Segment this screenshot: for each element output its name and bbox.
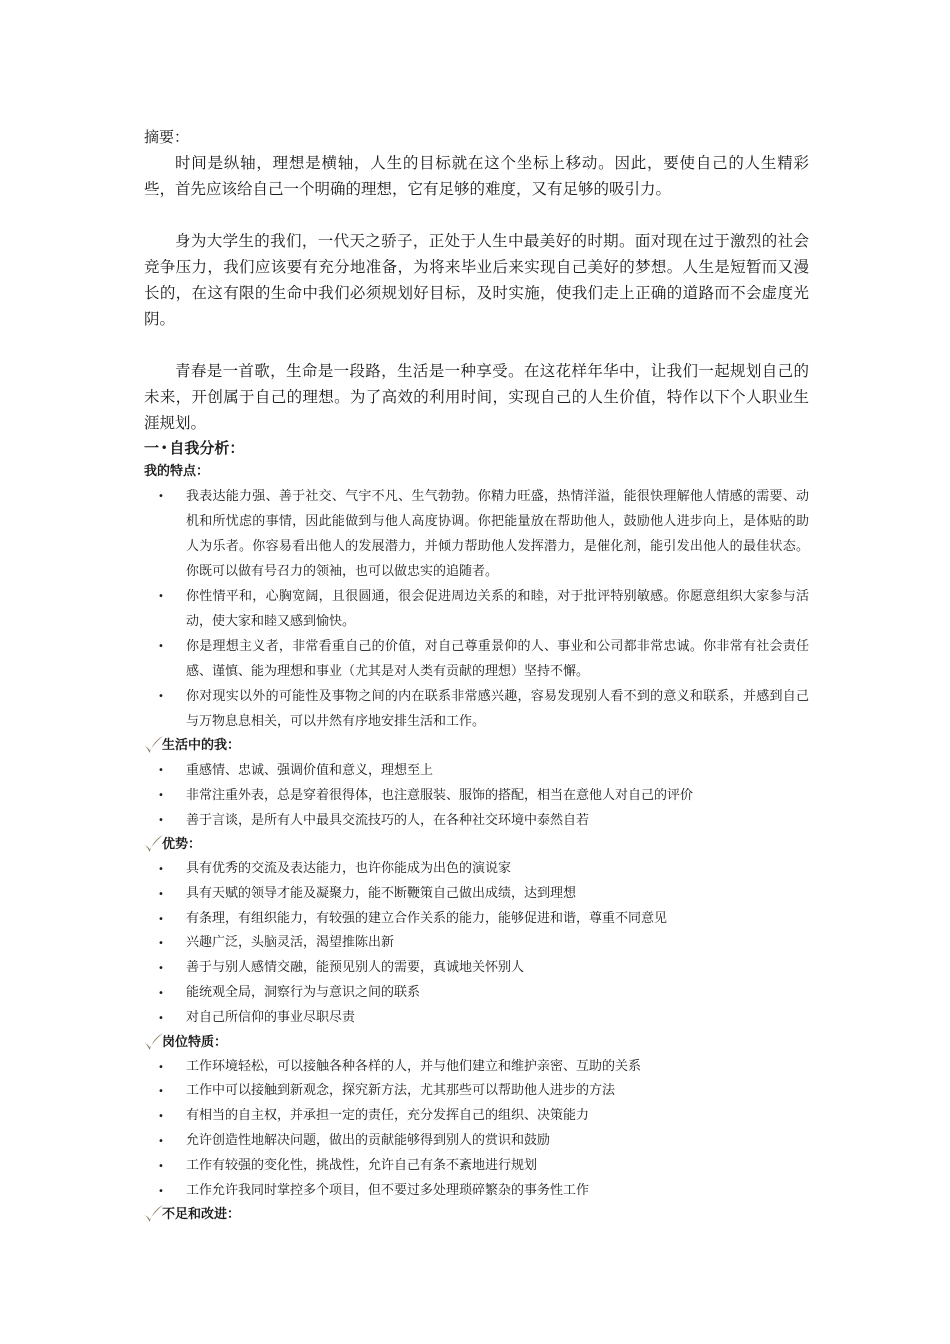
bullet-icon: • — [158, 913, 164, 925]
abstract-paragraph-2: 身为大学生的我们，一代天之骄子，正处于人生中最美好的时期。面对现在过于激烈的社会竞争压力，我们应该要有充分地准备，为将来毕业后来实现自己美好的梦想。人生是短暂而又漫长的，在这有限的生命中我们必须规划好目标，及时实施，使我们走上正确的道路而不会虚度光阴。 — [144, 232, 809, 328]
list-item: • 工作环境轻松，可以接触各种各样的人，并与他们建立和维护亲密、互助的关系 — [144, 1055, 809, 1080]
job-traits-list — [144, 1055, 809, 1204]
bullet-icon: • — [158, 691, 164, 702]
list-item: • 你是理想主义者，非常看重自己的价值，对自己尊重景仰的人、事业和公司都非常忠诚。你非常有社会责任感、谨慎、能为理想和事业（尤其是对人类有贡献的理想）坚持不懈。 — [144, 634, 809, 684]
traits-heading: 我的特点： — [144, 464, 210, 479]
bullet-icon: • — [158, 1086, 164, 1098]
bullet-icon: • — [158, 765, 164, 776]
abstract-label: 摘要： — [144, 128, 190, 146]
bullet-icon: • — [158, 1111, 164, 1123]
list-item: • 非常注重外表，总是穿着很得体，也注意服装、服饰的搭配，相当在意他人对自己的评价 — [144, 783, 809, 808]
list-item: • 我表达能力强、善于社交、气宇不凡、生气勃勃。你精力旺盛，热情洋溢，能很快理解他人情感的需要、动机和所忧虑的事情，因此能做到与他人高度协调。你把能量放在帮助他人，鼓励他人进步向上，是体贴的助人为乐者。你容易看出他人的发展潜力，并倾力帮助他人发挥潜力，是催化剂，能引发出他人的最佳状态。你既可以做有号召力的领袖，也可以做忠实的追随者。 — [144, 484, 809, 584]
list-item: • 善于言谈，是所有人中最具交流技巧的人，在各种社交环境中泰然自若 — [144, 808, 809, 833]
traits-list — [144, 484, 809, 734]
section-heading-self-analysis — [144, 436, 809, 460]
list-item: • 你性情平和，心胸宽阔，且很圆通，很会促进周边关系的和睦，对于批评特别敏感。你愿意组织大家参与活动，使大家和睦又感到愉快。 — [144, 584, 809, 634]
list-item: • 有条理，有组织能力，有较强的建立合作关系的能力，能够促进和谐，尊重不同意见 — [144, 907, 809, 932]
bullet-icon: • — [158, 864, 164, 875]
bullet-icon: • — [158, 1160, 164, 1172]
strengths-list — [144, 857, 809, 1031]
checkmark-icon — [142, 834, 164, 854]
checkmark-icon — [142, 1204, 164, 1224]
section-title: 自我分析： — [169, 439, 245, 457]
life-heading: 生活中的我： — [142, 734, 809, 758]
job-traits-heading: 岗位特质： — [142, 1031, 809, 1055]
list-item: • 重感情、忠诚、强调价值和意义，理想至上 — [144, 758, 809, 783]
list-item: • 工作允许我同时掌控多个项目，但不要过多处理琐碎繁杂的事务性工作 — [144, 1179, 809, 1204]
paragraph-gap — [144, 202, 809, 228]
bullet-icon: • — [158, 1012, 164, 1024]
list-item: • 具有天赋的领导才能及凝聚力，能不断鞭策自己做出成绩，达到理想 — [144, 882, 809, 907]
list-item: • 允许创造性地解决问题，做出的贡献能够得到别人的赏识和鼓励 — [144, 1129, 809, 1154]
list-item: • 对自己所信仰的事业尽职尽责 — [144, 1006, 809, 1031]
section-number: 一 — [144, 439, 160, 457]
strengths-heading: 优势： — [142, 833, 809, 857]
list-item: • 善于与别人感情交融，能预见别人的需要，真诚地关怀别人 — [144, 956, 809, 981]
checkmark-icon — [142, 735, 164, 755]
bullet-icon: • — [158, 491, 164, 502]
bullet-icon: • — [158, 815, 164, 826]
bullet-icon: • — [158, 938, 164, 950]
bullet-icon: • — [158, 888, 164, 900]
life-list — [144, 758, 809, 833]
bullet-icon: • — [158, 790, 164, 801]
bullet-icon: • — [158, 987, 164, 999]
list-item: • 工作有较强的变化性，挑战性，允许自己有条不紊地进行规划 — [144, 1154, 809, 1179]
document-page — [144, 124, 809, 1227]
paragraph-gap — [144, 332, 809, 358]
improvement-heading: 不足和改进： — [142, 1203, 809, 1227]
bullet-icon: • — [158, 641, 164, 652]
list-item: • 工作中可以接触到新观念，探究新方法，尤其那些可以帮助他人进步的方法 — [144, 1079, 809, 1104]
bullet-icon: • — [158, 1061, 164, 1073]
list-item: • 能统观全局，洞察行为与意识之间的联系 — [144, 981, 809, 1006]
list-item: • 具有优秀的交流及表达能力，也许你能成为出色的演说家 — [144, 857, 809, 882]
list-item: • 兴趣广泛，头脑灵活，渴望推陈出新 — [144, 931, 809, 956]
bullet-icon: • — [158, 591, 164, 602]
bullet-icon: • — [158, 963, 164, 975]
list-item: • 有相当的自主权，并承担一定的责任，充分发挥自己的组织、决策能力 — [144, 1104, 809, 1129]
list-item: • 你对现实以外的可能性及事物之间的内在联系非常感兴趣，容易发现别人看不到的意义和联系，并感到自己与万物息息相关，可以井然有序地安排生活和工作。 — [144, 684, 809, 734]
bullet-icon: • — [158, 1185, 164, 1197]
abstract-paragraph-1: 时间是纵轴，理想是横轴，人生的目标就在这个坐标上移动。因此，要使自己的人生精彩些，首先应该给自己一个明确的理想，它有足够的难度，又有足够的吸引力。 — [144, 154, 809, 198]
heading-bullet: • — [161, 443, 168, 454]
checkmark-icon — [142, 1032, 164, 1052]
bullet-icon: • — [158, 1135, 164, 1147]
abstract-paragraph-3: 青春是一首歌，生命是一段路，生活是一种享受。在这花样年华中，让我们一起规划自己的未来，开创属于自己的理想。为了高效的利用时间，实现自己的人生价值，特作以下个人职业生涯规划。 — [144, 362, 809, 432]
